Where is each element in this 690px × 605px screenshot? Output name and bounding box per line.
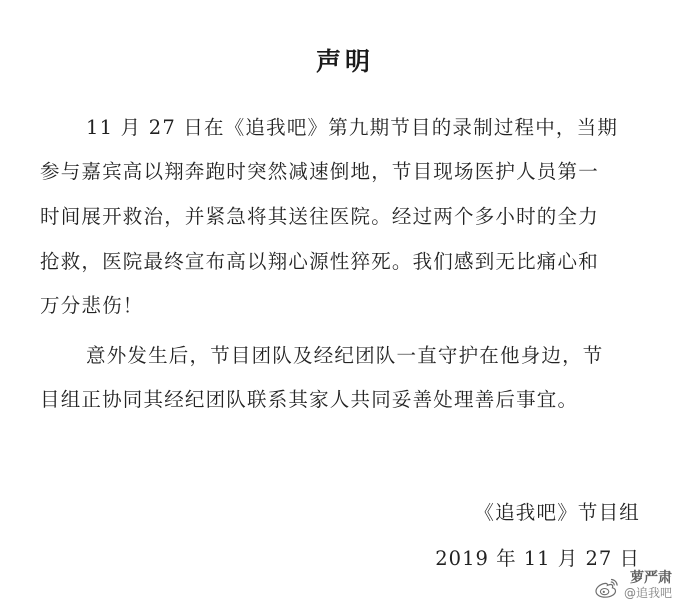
weibo-logo-icon <box>594 577 620 599</box>
watermark-name: 萝严肃 <box>629 570 672 586</box>
weibo-watermark <box>594 571 672 599</box>
statement-date: 2019 年 11 月 27 日 <box>435 547 640 570</box>
watermark-handle: @追我吧 <box>623 586 672 600</box>
paragraph-1-line-4: 抢救，医院最终宣布高以翔心源性猝死。我们感到无比痛心和 <box>40 250 599 273</box>
paragraph-2-line-1: 意外发生后，节目团队及经纪团队一直守护在他身边，节 <box>86 344 604 367</box>
statement-signer: 《追我吧》节目组 <box>474 501 640 524</box>
paragraph-1-line-1: 11 月 27 日在《追我吧》第九期节目的录制过程中，当期 <box>86 116 619 139</box>
paragraph-1-line-2: 参与嘉宾高以翔奔跑时突然减速倒地，节目现场医护人员第一 <box>40 160 599 183</box>
statement-title: 声明 <box>315 47 374 76</box>
paragraph-1-line-5: 万分悲伤！ <box>40 294 144 317</box>
paragraph-2-line-2: 目组正协同其经纪团队联系其家人共同妥善处理善后事宜。 <box>40 388 579 411</box>
paragraph-1-line-3: 时间展开救治，并紧急将其送往医院。经过两个多小时的全力 <box>40 205 599 228</box>
